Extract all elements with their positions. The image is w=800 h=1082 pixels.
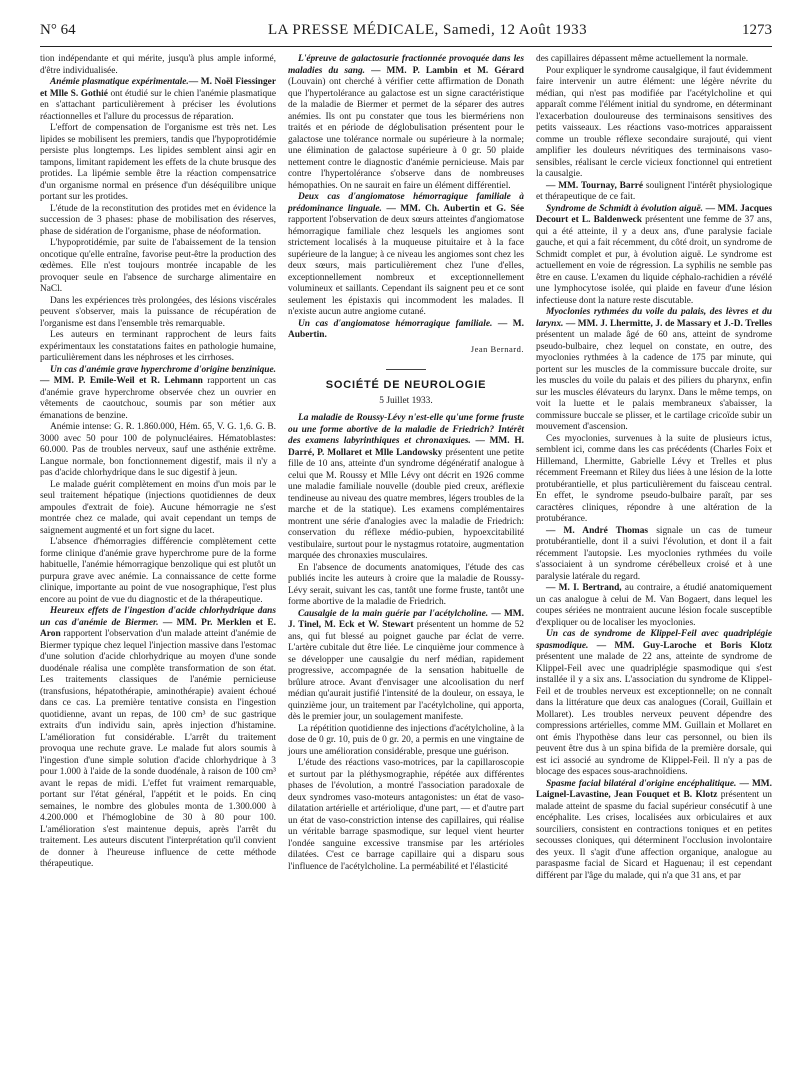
paragraph (536, 66, 772, 181)
paragraph-text: L'étude des réactions vaso-motrices, par la capillaroscopie et surtout par la pléthysmographie, répétée aux différentes phases de l'évolution, a montré l'association paradoxale de deux syndromes vaso-moteurs antagonistes: un état de vaso-dilatation artérielle et artériolique, d'une part, — et d'autre part un état de vaso-constriction intense des capillaires, qui réalise un véritable barrage spasmodique, sur lequel vient heurter l'ondée sanguine excessive transmise par les artérioles dilatées. C'est ce barrage capillaire qui a disparu sous l'influence de l'acétylcholine. La perméabilité et l'élasticité (288, 758, 524, 872)
paragraph-text: L'absence d'hémorragies différencie complètement cette forme clinique d'anémie grave hyperchrome pure de la forme habituelle, l'anémie hémorragique benzolique qui est plutôt un purpura grave avec anémie. La connaissance de cette forme clinique, importante au point de vue nosographique, l'est plus encore au point de vue du diagnostic et de la thérapeutique. (40, 537, 276, 605)
paragraph (536, 629, 772, 779)
article-authors: — MM. J. Lhermitte, J. de Massary et J.-D. Trelles (563, 318, 772, 329)
paragraph (40, 54, 276, 77)
paragraph (288, 192, 524, 319)
paragraph-text: Ces myoclonies, survenues à la suite de plusieurs ictus, semblent ici, comme dans les cas précédents (Charles Foix et Hillemand, Lhermitte, Gabrielle Lévy et Trelles et plus récemment Freemann et Riley dus liées à une lésion de la lotte protubérantielle, et plus particulièrement du faisceau central. En effet, le syndrome pseudo-bulbaire paraît, par ses caractères cliniques, répondre à une altération de la protubérance. (536, 433, 772, 524)
paragraph (288, 413, 524, 563)
article-authors: — MM. Jacques Decourt et L. Baldenweck (536, 203, 772, 225)
paragraph (536, 526, 772, 584)
article-title: Causalgie de la main guérie par l'acétylcholine. (298, 608, 489, 619)
paragraph-text: présentent un malade atteint de spasme du facial supérieur consécutif à une encéphalite. Les crises, localisées aux orbiculaires et aux sourciliers, consistent en contractions toniques et en petites secousses cloniques, qui déterminent l'occlusion involontaire des yeux. Il s'agit d'une affection organique, analogue au paraspasme facial de Sicard et Haguenau; il est cependant différent par l'âge du malade, qui n'a que 31 ans, et par (536, 790, 772, 881)
issue-number: N° 64 (40, 22, 76, 38)
paragraph (40, 296, 276, 331)
article-title: La maladie de Roussy-Lévy n'est-elle qu'une forme fruste ou une forme abortive de la maladie de Friedrich? Intérêt des examens labyrinthiques et chronaxiques. (288, 413, 524, 446)
paragraph (536, 779, 772, 883)
paragraph-text: signale un cas de tumeur protubérantielle, dont il a suivi l'évolution, et dont il a fait récemment l'autopsie. Les myoclonies rythmées du voile s'associaient à un syndrome cérébelleux croisé et à une paralysie latérale du regard. (536, 525, 772, 582)
article-authors: — MM. Pr. Merklen et E. Aron (40, 617, 277, 639)
paragraph (40, 422, 276, 480)
paragraph-text: L'effort de compensation de l'organisme est très net. Les lipides se mobilisent les premiers, tandis que l'hypoprotidémie persiste plus longtemps. Les lipides semblent ainsi agir en tampons, limitant rapidement les effets de la chute brusque des protides. La lipémie semble être la réaction compensatrice d'un organisme normal en présence d'un déséquilibre unique portant sur les protides. (40, 123, 276, 202)
paragraph-text: ont étudié sur le chien l'anémie plasmatique en s'attachant particulièrement à préciser les évolutions réactionnelles et l'allure du processus de réparation. (40, 88, 276, 122)
column-right (536, 54, 772, 882)
paragraph (288, 758, 524, 873)
article-title: Deux cas d'angiomatose hémorragique familiale à prédominance linguale. (288, 192, 524, 214)
paragraph (536, 307, 772, 434)
paragraph (536, 434, 772, 526)
section-date: 5 Juillet 1933. (379, 395, 433, 406)
paragraph-text: L'étude de la reconstitution des protides met en évidence la succession de 3 phases: phase de mobilisation des réserves, phase de sidération de l'organisme, phase de néoformation. (40, 203, 276, 237)
paragraph (40, 123, 276, 204)
article-authors: — M. Aubertin. (288, 318, 524, 340)
article-title: Un cas d'angiomatose hémorragique familiale. (298, 318, 493, 329)
paragraph-text: Anémie intense: G. R. 1.860.000, Hém. 65, V. G. 1,6. G. B. 3000 avec 50 pour 100 de polynucléaires. Hématoblastes: 60.000. Pas de troubles nerveux, sauf une asthénie extrême. Langue normale, bon fonctionnement digestif, mais il n'y a pas d'acide chlorhydrique dans le suc digestif à jeun. (40, 422, 276, 478)
paragraph-text: Pour expliquer le syndrome causalgique, il faut évidemment faire intervenir un autre élément: une légère névrite du médian, qui n'est pas modifiée par l'acétylcholine et qui apparaît comme l'élément initial du syndrome, en déterminant l'exacerbation douloureuse des terminaisons sensitives des petits vaisseaux. Les réactions vaso-motrices apparaissent comme un trouble réflexe secondaire surajouté, qui vient amplifier les douleurs névritiques des terminaisons vaso-sensibles, réalisant le cercle vicieux fonctionnel qui entretient la causalgie. (536, 65, 772, 179)
paragraph (288, 724, 524, 759)
page-header (40, 18, 772, 46)
article-authors: — MM. P. Lambin et M. Gérard (365, 65, 525, 76)
article-authors: — MM. H. Darré, P. Mollaret et Mlle Landowsky (288, 436, 524, 458)
paragraph-text: présentent un malade âgé de 60 ans, atteint de syndrome pseudo-bulbaire, chez lequel on constate, en outre, des myoclonies rythmées à la cadence de 175 par minute, qui portent sur les muscles de la commissure buccale droite, sur les muscles du voile du palais et des piliers du pharynx, enfin sur les muscles élévateurs du larynx. Dans le même temps, on voit la luette et le palais membraneux s'abaisser, la commissure buccale se plisser, et le cartilage cricoïde subir un mouvement d'ascension. (536, 330, 772, 432)
paragraph (536, 204, 772, 308)
paragraph-text: Le malade guérit complètement en moins d'un mois par le seul traitement hépatique (injections quotidiennes de deux ampoules d'extrait de foie). Aucune hémorragie ne s'est montrée chez ce malade, qui avait cependant un temps de saignement augmenté et un fort signe du lacet. (40, 479, 276, 536)
paragraph-text: présentent un homme de 52 ans, qui fut blessé au poignet gauche par éclat de verre. L'artère cubitale dut être liée. Le cinquième jour commence à se développer une causalgie du nerf médian, rapidement progressive, accompagnée de la sensation habituelle de brûlure atroce. Avant d'envisager une alcoolisation du nerf médian qu'aurait justifié l'intensité de la douleur, on essaya, le quinzième jour, un traitement par l'acétylcholine, qui apporta, dès le premier jour, un soulagement manifeste. (288, 620, 524, 722)
article-title: Anémie plasmatique expérimentale. (50, 77, 189, 87)
column-middle (288, 54, 524, 873)
article-authors: — M. André Thomas (546, 525, 649, 536)
paragraph-text: L'hypoprotidémie, par suite de l'abaissement de la tension oncotique qu'elle entraîne, favorise peut-être la production des œdèmes. Elle n'est toujours montrée incapable de les provoquer seule en l'absence de surcharge alimentaire en NaCl. (40, 238, 276, 294)
paragraph-text: rapportent l'observation d'un malade atteint d'anémie de Biermer typique chez lequel l'injection massive dans l'estomac d'une solution d'acide chlorhydrique au moyen d'une sonde duodénale réalisa une complète transformation de son état. Les traitements classiques de l'anémie pernicieuse (transfusions, hépatothérapie, aminothérapie) avaient échoué dans ce cas. La première tentative consista en l'ingestion quotidienne, avant un repas, de 100 cm³ de suc gastrique extraits d'un individu sain, après injection d'histamine. L'amélioration fut considérable. L'arrêt du traitement provoqua une rechute grave. Le malade fut alors soumis à l'ingestion d'une simple solution d'acide chlorhydrique à 3 pour 1.000 à l'aide de la sonde duodénale, à raison de 100 cm³ avant le repas de midi. L'effet fut vraiment remarquable, portant sur l'état général, l'appétit et le poids. En cinq semaines, le nombre des globules monta de 1.300.000 à 4.200.000 et l'hémoglobine de 30 à 80 pour 100. L'amélioration s'est maintenue depuis, après l'arrêt du traitement. Les auteurs discutent l'interprétation qu'il convient de donner à l'heureuse influence de cette méthode thérapeutique. (40, 629, 276, 869)
article-authors: — MM. Ch. Aubertin et G. Sée (381, 203, 524, 214)
paragraph (288, 609, 524, 724)
column-left (40, 54, 276, 871)
paragraph (536, 583, 772, 629)
section-heading: SOCIÉTÉ DE NEUROLOGIE (325, 379, 487, 391)
article-authors: — MM. Laignel-Lavastine, Jean Fouquet et B. Klotz (536, 778, 772, 800)
paragraph-text: En l'absence de documents anatomiques, l'étude des cas publiés incite les auteurs à croire que la maladie de Roussy-Lévy serait, suivant les cas, tantôt une forme fruste, tantôt une forme abortive de la maladie de Friedrich. (288, 562, 524, 607)
paragraph (536, 54, 772, 66)
paragraph (40, 365, 276, 423)
paragraph-text: au contraire, a étudié anatomiquement un cas analogue à celui de M. Van Bogaert, dans lequel les coupes sériées ne montraient aucune lésion focale susceptible d'expliquer ou de localiser les myoclonies. (536, 583, 772, 628)
article-title: Heureux effets de l'ingestion d'acide chlorhydrique dans un cas d'anémie de Biermer. (40, 606, 276, 628)
paragraph-text: rapportent l'observation de deux sœurs atteintes d'angiomatose hémorragique familiale chez lesquels les angiomes sont strictement localisés à la muqueuse pituitaire et à la face supérieure de la langue; à ce niveau les angiomes sont chez les deux sœurs, mais particulièrement chez l'une d'elles, exceptionnellement nombreux et exceptionnellement volumineux et saillants. Cependant ils saignent peu et ce sont seulement les épistaxis qui incommodent les malades. Il n'existe aucun autre angiome cutané. (288, 215, 524, 317)
paragraph (288, 563, 524, 609)
paragraph-text: présentent une petite fille de 10 ans, atteinte d'un syndrome dégénératif analogue à celui que M. Roussy et Mlle Lévy ont décrit en 1926 comme une maladie familiale nouvelle (double pied creux, aréflexie tendineuse au niveau des quatre membres, légers troubles de la marche et de la statique). Les examens complémentaires montrent une série d'analogies avec la maladie de Friedrich: conservation du réflexe médio-pubien, hypoexcitabilité vestibulaire, surtout pour le nystagmus rotatoire, augmentation marquée des chronaxies musculaires. (288, 447, 524, 561)
page-number: 1273 (742, 22, 772, 38)
article-title: Un cas d'anémie grave hyperchrome d'origine benzinique. (50, 364, 276, 375)
article-title: Un cas de syndrome de Klippel-Feil avec quadriplégie spasmodique. (536, 629, 772, 651)
paragraph-text: présentent une malade de 22 ans, atteinte de syndrome de Klippel-Feil avec une quadriplégie spasmodique qui s'est installée il y a six ans. L'association du syndrome de Klippel-Feil et de troubles nerveux est exceptionnelle; on ne connaît dans la littérature que deux cas analogues (Corail, Guillain et Mollaret). Les troubles nerveux peuvent dépendre des compressions artérielles, comme MM. Guillain et Mollaret en ont émis l'hypothèse dans leur cas personnel, ou bien ils peuvent être dus à un spina bifida de la première dorsale, qui est ici associé au syndrome de Klippel-Feil. Il n'y a pas de blocage des espaces sous-arachnoïdiens. (536, 652, 772, 777)
section-separator (386, 369, 426, 370)
header-rule (40, 46, 772, 47)
article-title: Myoclonies rythmées du voile du palais, des lèvres et du larynx. (536, 307, 772, 329)
article-authors: — MM. Guy-Laroche et Boris Klotz (588, 640, 772, 651)
paragraph (40, 238, 276, 296)
article-authors: — MM. J. Tinel, M. Eck et W. Stewart (288, 608, 524, 630)
paragraph-text: rapportent un cas d'anémie grave hyperchrome observée chez un ouvrier en vêtements de caoutchouc, soumis par son métier aux émanations de benzine. (40, 376, 277, 421)
paragraph (40, 77, 276, 123)
article-title: L'épreuve de galactosurie fractionnée provoquée dans les maladies du sang. (288, 54, 524, 76)
paragraph-text: (Louvain) ont cherché à vérifier cette affirmation de Donath que l'hypertolérance au galactose est un signe caractéristique de la maladie de Biermer et permet de la séparer des autres anémies. Ils ont pu constater que tous les biermériens non traités et en période de déglobulisation présentent pour le galactose une tolérance normale ou supérieure à la normale; une élimination de galactose supérieure à 0 gr. 50 plaide nettement contre le diagnostic d'anémie pernicieuse. Mais par contre l'hypertolérance s'observe dans de nombreuses hémopathies. On ne saurait en faire un élément différentiel. (288, 77, 524, 191)
paragraph (288, 54, 524, 192)
journal-title: LA PRESSE MÉDICALE, Samedi, 12 Août 1933 (268, 22, 588, 38)
article-authors: — M. I. Bertrand, (546, 583, 622, 593)
paragraph (40, 204, 276, 239)
paragraph (40, 537, 276, 606)
author-signature: Jean Bernard. (470, 343, 524, 354)
article-authors: — MM. P. Emile-Weil et R. Lehmann (40, 376, 203, 386)
paragraph (536, 181, 772, 204)
paragraph (40, 480, 276, 538)
paragraph (40, 606, 276, 871)
article-authors: — MM. Tournay, Barré (546, 180, 644, 191)
paragraph-text: Les auteurs en terminant rapprochent de leurs faits expérimentaux les constatations faites en pathologie humaine, particulièrement dans les néphroses et les cirrhoses. (40, 330, 276, 363)
article-authors: — M. Noël Fiessinger et Mlle S. Gothié (40, 77, 276, 99)
paragraph (40, 330, 276, 365)
paragraph (288, 319, 524, 342)
paragraph-text: Dans les expériences très prolongées, des lésions viscérales peuvent s'observer, mais la puissance de récupération de l'organisme est dans l'ensemble très remarquable. (40, 295, 276, 329)
paragraph-text: soulignent l'intérêt physiologique et thérapeutique de ce fait. (536, 180, 772, 202)
paragraph-text: La répétition quotidienne des injections d'acétylcholine, à la dose de 0 gr. 10, puis de 0 gr. 20, a permis en une vingtaine de jours une amélioration considérable, presque une guérison. (288, 723, 524, 757)
article-title: Syndrome de Schmidt à évolution aiguë. (546, 203, 703, 214)
paragraph-text: tion indépendante et qui mérite, jusqu'à plus ample informé, d'être individualisée. (40, 54, 276, 76)
paragraph-text: des capillaires dépassent même actuellement la normale. (536, 54, 749, 64)
paragraph-text: présentent une femme de 37 ans, qui a été atteinte, il y a deux ans, d'une paralysie faciale gauche, et qui a fait récemment, du côté droit, un syndrome de Schmidt complet et pur, à évolution aiguë. Le syndrome est actuellement en voie de régression. La syphilis ne semble pas être en cause. L'examen du liquide céphalo-rachidien a révélé une lymphocytose isolée, qui plaide en faveur d'une lésion infectieuse dont la nature reste discutable. (536, 215, 772, 306)
article-title: Spasme facial bilatéral d'origine encéphalitique. (546, 778, 737, 789)
